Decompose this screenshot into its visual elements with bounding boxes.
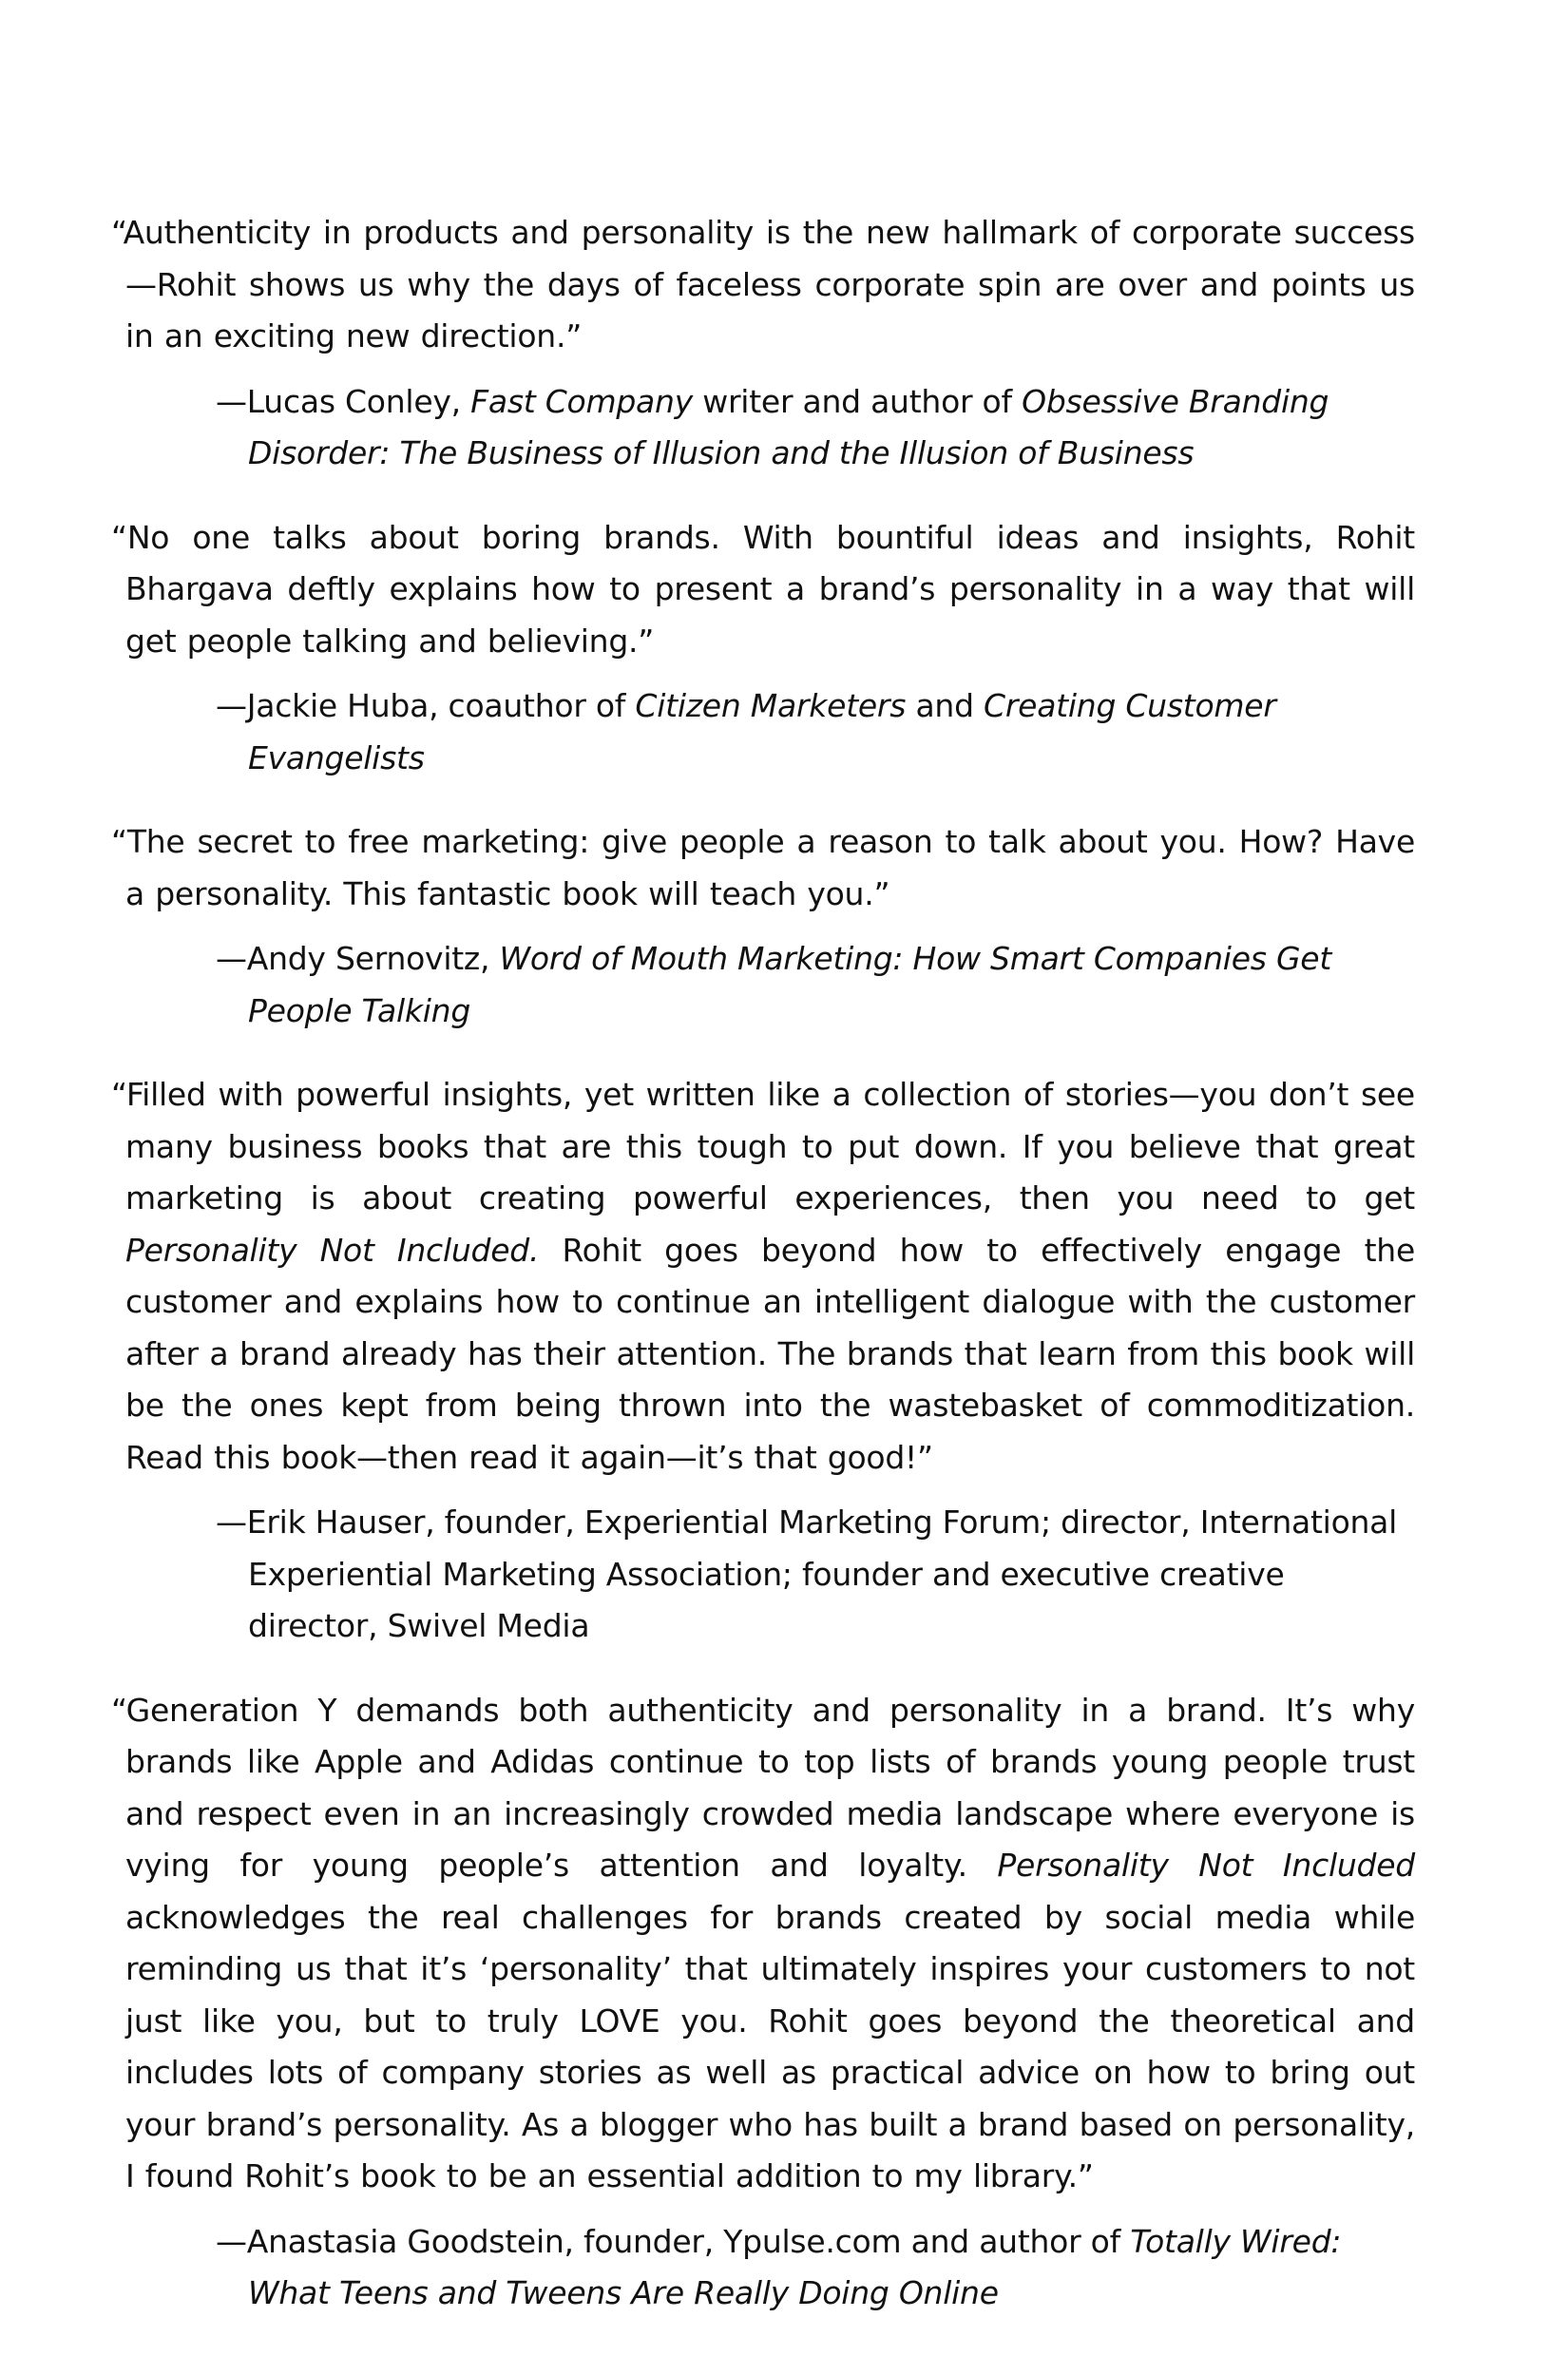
blurb-attribution: —Lucas Conley, Fast Company writer and author of Obsessive Branding Disorder: The Business of Illusion and the Illusion of Business [216,382,1329,471]
blurb-5 [111,1685,1415,2320]
blurb-quote: “Generation Y demands both authenticity and personality in a brand. It’s why brands like Apple and Adidas continue to top lists of brands young people trust and respect even in an increasingly crowded media landscape where everyone is vying for young people’s attention and loyalty. Personality Not Included acknowledges the real challenges for brands created by social media while reminding us that it’s ‘personality’ that ultimately inspires your customers to not just like you, but to truly LOVE you. Rohit goes beyond the theoretical and includes lots of company stories as well as practical advice on how to bring out your brand’s personality. As a blogger who has built a brand based on personality, I found Rohit’s book to be an essential addition to my library.” [111,1691,1415,2194]
blurb-attribution: —Jackie Huba, coauthor of Citizen Marketers and Creating Customer Evangelists [216,687,1276,776]
blurb-4 [111,1069,1415,1653]
blurb-quote: “Authenticity in products and personality is the new hallmark of corporate success—Rohit shows us why the days of faceless corporate spin are over and points us in an exciting new direction.” [111,214,1415,354]
blurb-3 [111,816,1415,1037]
blurb-quote: “The secret to free marketing: give people a reason to talk about you. How? Have a personality. This fantastic book will teach you.” [111,823,1415,912]
blurb-quote: “No one talks about boring brands. With bountiful ideas and insights, Rohit Bhargava deftly explains how to present a brand’s personality in a way that will get people talking and believing.” [111,518,1415,660]
blurb-2 [111,512,1415,785]
blurb-1 [111,207,1415,480]
blurb-attribution: —Anastasia Goodstein, founder, Ypulse.com and author of Totally Wired: What Teens and Tweens Are Really Doing Online [216,2222,1342,2311]
blurb-attribution: —Andy Sernovitz, Word of Mouth Marketing: How Smart Companies Get People Talking [216,940,1332,1029]
praise-blurbs [111,207,1415,2352]
blurb-attribution: —Erik Hauser, founder, Experiential Marketing Forum; director, International Experiential Marketing Association; founder and executive creative director, Swivel Media [216,1504,1398,1644]
blurb-quote: “Filled with powerful insights, yet written like a collection of stories—you don’t see many business books that are this tough to put down. If you believe that great marketing is about creating powerful experiences, then you need to get Personality Not Included. Rohit goes beyond how to effectively engage the customer and explains how to continue an intelligent dialogue with the customer after a brand already has their attention. The brands that learn from this book will be the ones kept from being thrown into the wastebasket of commoditization. Read this book—then read it again—it’s that good!” [111,1076,1416,1476]
